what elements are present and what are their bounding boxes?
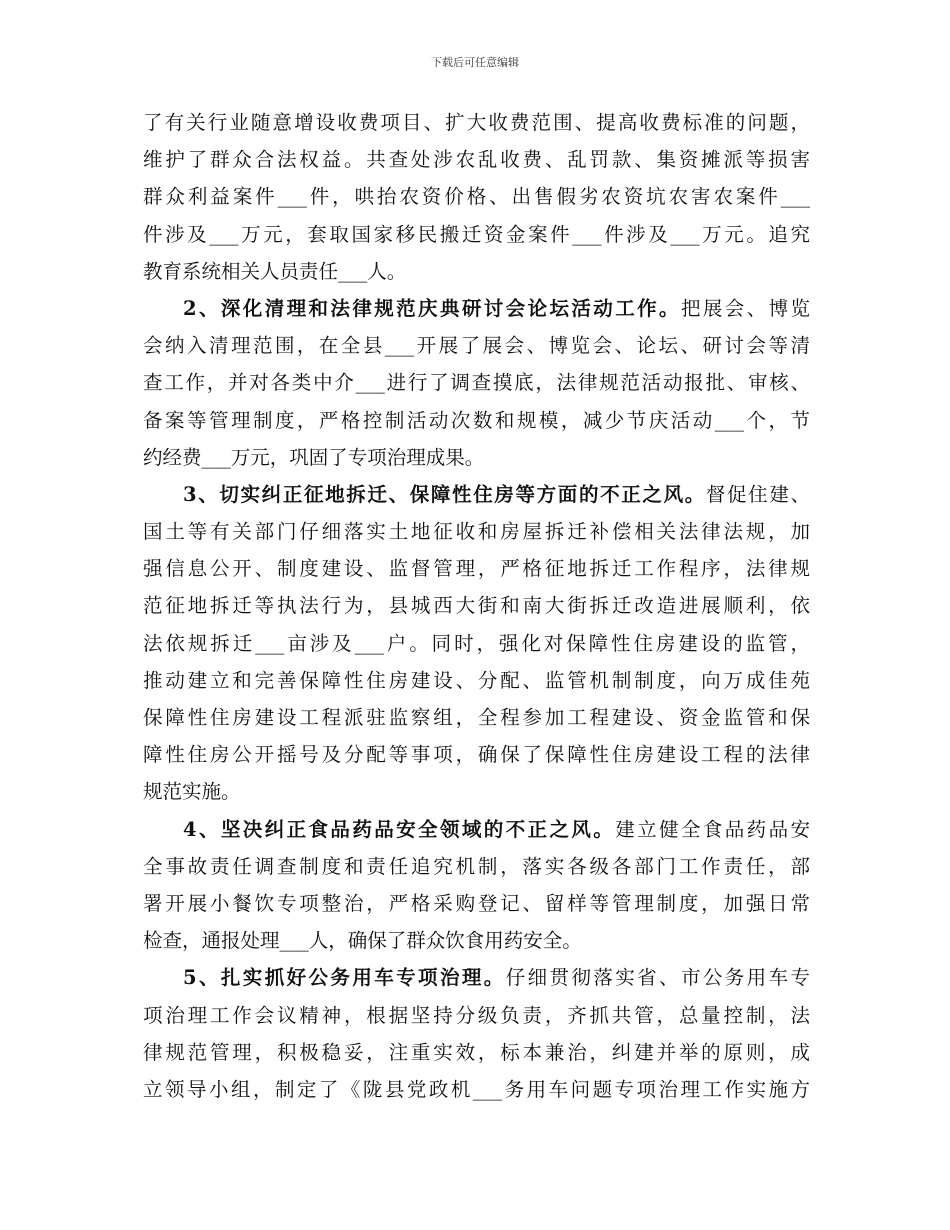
text-line: 范征地拆迁等执法行为，县城西大街和南大街拆迁改造进展顺利，依 bbox=[143, 594, 810, 618]
text-line: 会纳入清理范围，在全县___开展了展会、博览会、论坛、研讨会等清 bbox=[143, 334, 810, 358]
text-span: 把展会、博览 bbox=[680, 296, 810, 320]
text-line: 约经费___万元，巩固了专项治理成果。 bbox=[143, 445, 485, 469]
text-line: 件涉及___万元，套取国家移民搬迁资金案件___件涉及___万元。追究 bbox=[143, 222, 810, 246]
text-line: 全事故责任调查制度和责任追究机制，落实各级各部门工作责任，部 bbox=[143, 854, 810, 878]
text-line: 障性住房公开摇号及分配等事项，确保了保障性住房建设工程的法律 bbox=[143, 743, 810, 767]
text-line: 立领导小组，制定了《陇县党政机___务用车问题专项治理工作实施方 bbox=[143, 1077, 810, 1101]
text-line: 推动建立和完善保障性住房建设、分配、监管机制制度，向万成佳苑 bbox=[143, 668, 810, 692]
text-line: 教育系统相关人员责任___人。 bbox=[143, 259, 407, 283]
text-line: 保障性住房建设工程派驻监察组，全程参加工程建设、资金监管和保 bbox=[143, 706, 810, 729]
text-line: 项治理工作会议精神，根据坚持分级负责，齐抓共管，总量控制，法 bbox=[143, 1003, 810, 1027]
text-line: 备案等管理制度，严格控制活动次数和规模，减少节庆活动___个，节 bbox=[143, 408, 810, 432]
text-line: 强信息公开、制度建设、监督管理，严格征地拆迁工作程序，法律规 bbox=[143, 557, 810, 581]
text-line: 法依规拆迁___亩涉及___户。同时，强化对保障性住房建设的监管， bbox=[143, 631, 810, 655]
paragraph-4 bbox=[143, 811, 810, 960]
paragraph-first-line bbox=[143, 290, 810, 327]
section-heading: 4、坚决纠正食品药品安全领域的不正之风。 bbox=[183, 817, 616, 841]
text-line: 检查，通报处理___人，确保了群众饮食用药安全。 bbox=[143, 929, 582, 953]
paragraph-first-line bbox=[143, 811, 810, 848]
paragraph-5 bbox=[143, 959, 810, 1108]
text-line: 规范实施。 bbox=[143, 780, 241, 804]
paragraph-3 bbox=[143, 476, 810, 811]
paragraph-first-line bbox=[143, 476, 810, 513]
text-span: 督促住建、 bbox=[705, 482, 810, 506]
text-line: 群众利益案件___件，哄抬农资价格、出售假劣农资坑农害农案件___ bbox=[143, 185, 810, 209]
text-line: 维护了群众合法权益。共查处涉农乱收费、乱罚款、集资摊派等损害 bbox=[143, 148, 810, 172]
text-span: 建立健全食品药品安 bbox=[615, 817, 810, 841]
text-span: 仔细贯彻落实省、市公务用车专 bbox=[505, 966, 810, 990]
text-line: 律规范管理，积极稳妥，注重实效，标本兼治，纠建并举的原则，成 bbox=[143, 1040, 810, 1064]
text-line: 了有关行业随意增设收费项目、扩大收费范围、提高收费标准的问题， bbox=[143, 111, 810, 134]
paragraph-first-line bbox=[143, 959, 810, 996]
section-heading: 2、深化清理和法律规范庆典研讨会论坛活动工作。 bbox=[183, 296, 681, 320]
text-line: 国土等有关部门仔细落实土地征收和房屋拆迁补偿相关法律法规，加 bbox=[143, 520, 810, 544]
document-body bbox=[143, 104, 810, 1108]
section-heading: 3、切实纠正征地拆迁、保障性住房等方面的不正之风。 bbox=[183, 482, 706, 506]
text-line: 署开展小餐饮专项整治，严格采购登记、留样等管理制度，加强日常 bbox=[143, 891, 810, 915]
paragraph-1 bbox=[143, 104, 810, 290]
section-heading: 5、扎实抓好公务用车专项治理。 bbox=[183, 966, 506, 990]
page-header: 下载后可任意编辑 bbox=[431, 56, 519, 69]
text-line: 查工作，并对各类中介___进行了调查摸底，法律规范活动报批、审核、 bbox=[143, 371, 810, 395]
paragraph-2 bbox=[143, 290, 810, 476]
